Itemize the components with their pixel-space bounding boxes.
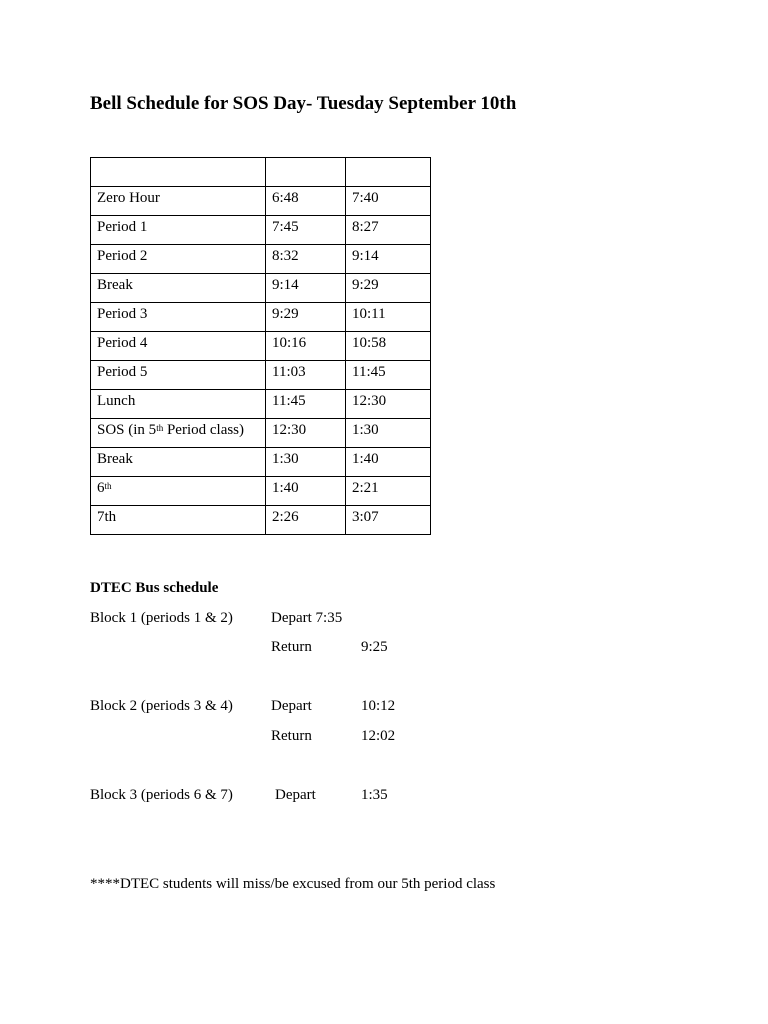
- period-name-text: 6: [97, 480, 105, 496]
- end-time: 2:21: [346, 477, 431, 506]
- footnote: ****DTEC students will miss/be excused from our 5th period class: [90, 876, 496, 892]
- table-row: [91, 448, 431, 477]
- end-time: 11:45: [346, 361, 431, 390]
- bell-schedule-table: [90, 157, 431, 535]
- start-time: 1:30: [266, 448, 346, 477]
- bus-schedule-heading: DTEC Bus schedule: [90, 580, 219, 596]
- block2-return-time: 12:02: [361, 728, 396, 744]
- start-time: 11:45: [266, 390, 346, 419]
- block3-depart-time: 1:35: [361, 787, 388, 803]
- table-row: [91, 187, 431, 216]
- table-row: [91, 390, 431, 419]
- block2-depart-label: Depart: [271, 698, 312, 714]
- period-name: Period 4: [91, 332, 266, 361]
- table-row: [91, 477, 431, 506]
- block2-return-label: Return: [271, 728, 312, 744]
- table-cell: [346, 158, 431, 187]
- end-time: 10:11: [346, 303, 431, 332]
- table-header-row: [91, 158, 431, 187]
- end-time: 12:30: [346, 390, 431, 419]
- block1-return-label: Return: [271, 639, 312, 655]
- period-name: Period 2: [91, 245, 266, 274]
- start-time: 6:48: [266, 187, 346, 216]
- start-time: 12:30: [266, 419, 346, 448]
- period-name: 7th: [91, 506, 266, 535]
- period-name-text: SOS (in 5: [97, 422, 157, 438]
- period-name: Period 3: [91, 303, 266, 332]
- period-name: Break: [91, 448, 266, 477]
- table-row: [91, 361, 431, 390]
- period-name: [91, 477, 266, 506]
- start-time: 9:29: [266, 303, 346, 332]
- start-time: 10:16: [266, 332, 346, 361]
- end-time: 1:40: [346, 448, 431, 477]
- start-time: 9:14: [266, 274, 346, 303]
- start-time: 1:40: [266, 477, 346, 506]
- page-title: Bell Schedule for SOS Day- Tuesday September 10th: [90, 93, 517, 114]
- table-row: [91, 332, 431, 361]
- end-time: 7:40: [346, 187, 431, 216]
- block1-return-time: 9:25: [361, 639, 388, 655]
- table-row: [91, 303, 431, 332]
- table-cell: [91, 158, 266, 187]
- end-time: 3:07: [346, 506, 431, 535]
- end-time: 9:14: [346, 245, 431, 274]
- block2-depart-time: 10:12: [361, 698, 396, 714]
- end-time: 8:27: [346, 216, 431, 245]
- start-time: 2:26: [266, 506, 346, 535]
- end-time: 1:30: [346, 419, 431, 448]
- table-row: [91, 506, 431, 535]
- block1-depart: Depart 7:35: [271, 610, 343, 626]
- table-row: [91, 274, 431, 303]
- period-name: [91, 419, 266, 448]
- block3-label: Block 3 (periods 6 & 7): [90, 787, 233, 803]
- block3-depart-label: Depart: [275, 787, 316, 803]
- table-row: [91, 419, 431, 448]
- end-time: 9:29: [346, 274, 431, 303]
- period-name: Period 5: [91, 361, 266, 390]
- table-row: [91, 245, 431, 274]
- block2-label: Block 2 (periods 3 & 4): [90, 698, 233, 714]
- start-time: 8:32: [266, 245, 346, 274]
- period-name: Zero Hour: [91, 187, 266, 216]
- period-name-text: Period class): [163, 422, 245, 438]
- period-name: Lunch: [91, 390, 266, 419]
- end-time: 10:58: [346, 332, 431, 361]
- start-time: 7:45: [266, 216, 346, 245]
- ordinal-superscript: th: [156, 423, 164, 433]
- ordinal-superscript: th: [104, 481, 112, 491]
- table-row: [91, 216, 431, 245]
- period-name: Break: [91, 274, 266, 303]
- period-name: Period 1: [91, 216, 266, 245]
- table-cell: [266, 158, 346, 187]
- block1-label: Block 1 (periods 1 & 2): [90, 610, 233, 626]
- start-time: 11:03: [266, 361, 346, 390]
